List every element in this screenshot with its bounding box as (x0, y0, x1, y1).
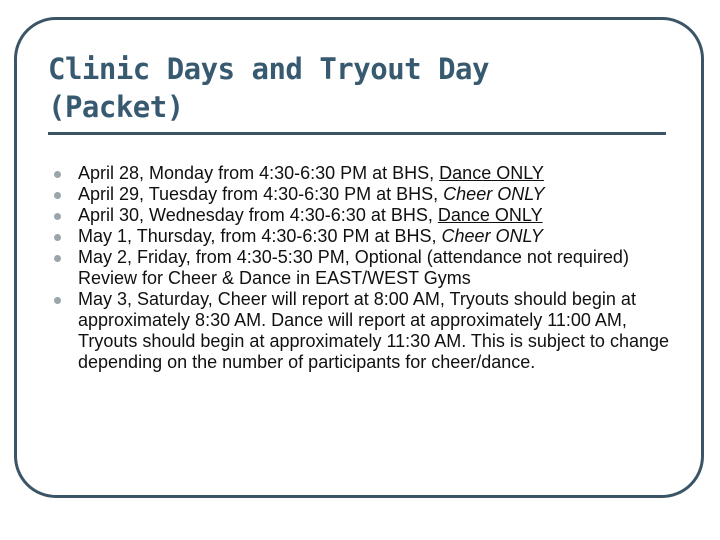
bullet-emphasis-cheer-only: Cheer ONLY (443, 184, 545, 204)
bullet-text: April 29, Tuesday from 4:30-6:30 PM at BHS, (78, 184, 444, 204)
bullet-item-may-1 (48, 226, 688, 247)
title-divider (48, 132, 666, 135)
bullet-item-may-3 (48, 289, 688, 373)
bullet-item-april-30 (48, 205, 688, 226)
bullet-text: April 30, Wednesday from 4:30-6:30 at BHS, (78, 205, 438, 225)
bullet-dot-icon (54, 171, 61, 178)
bullet-text: May 1, Thursday, from 4:30-6:30 PM at BHS, (78, 226, 442, 246)
bullet-text: April 28, Monday from 4:30-6:30 PM at BHS, (78, 163, 440, 183)
bullet-list (48, 163, 688, 373)
slide-title-line-2: (Packet) (48, 90, 184, 124)
bullet-text: May 3, Saturday, Cheer will report at 8:00 AM, Tryouts should begin at approximately 8:30 AM. Dance will report at approximately 11:00 AM, Tryouts should begin at approximately 11:30 AM. This is subject to change depending on the number of participants for cheer/dance. (78, 289, 669, 372)
bullet-dot-icon (54, 255, 61, 262)
bullet-emphasis-dance-only: Dance ONLY (437, 205, 543, 225)
bullet-text: May 2, Friday, from 4:30-5:30 PM, Optional (attendance not required) Review for Cheer & Dance in EAST/WEST Gyms (78, 247, 629, 288)
bullet-dot-icon (54, 192, 61, 199)
bullet-emphasis-cheer-only: Cheer ONLY (441, 226, 543, 246)
slide-title-line-1: Clinic Days and Tryout Day (48, 52, 489, 86)
slide-title (48, 50, 608, 126)
bullet-item-may-2 (48, 247, 688, 289)
bullet-emphasis-dance-only: Dance ONLY (439, 163, 544, 183)
bullet-item-april-28 (48, 163, 688, 184)
bullet-dot-icon (54, 234, 61, 241)
bullet-item-april-29 (48, 184, 688, 205)
bullet-dot-icon (54, 297, 61, 304)
bullet-dot-icon (54, 213, 61, 220)
